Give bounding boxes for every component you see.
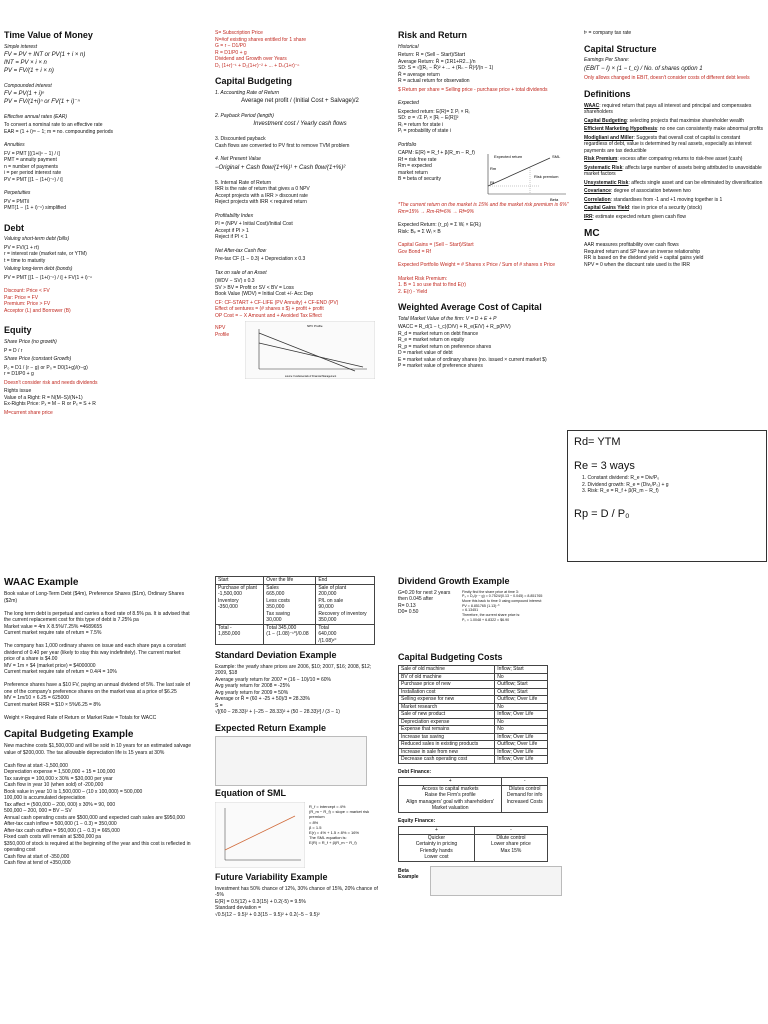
- eps-note: Only allows changed in EBIT, doesn't consider costs of different debt levels: [584, 75, 750, 82]
- definition-item: Systematic Risk: affects large number of assets being attributed to unavoidable market factors: [584, 164, 762, 178]
- sml-rm-label: Rm: [490, 166, 497, 172]
- historical-text: Return: R = (Sell − Start)/Start Average Return: R̄ = (ΣR1+R2...)/n SD: S = √[(R₁ − R̄)² + ... + (Rₙ − R̄)²]/(n − 1) R̄ = average return R = actual return for observation: [398, 52, 494, 85]
- cb-costs-row: [399, 756, 548, 764]
- debt-cons: Dilutes control Demand for info Increased Costs: [502, 785, 548, 812]
- definition-term: IRR: [584, 213, 593, 220]
- sml-diagram: [480, 150, 570, 202]
- cb-cost-item: Increase tax saving: [399, 733, 495, 741]
- definition-item: Capital Budgeting: selecting projects that maximise shareholder wealth: [584, 117, 745, 124]
- definition-text: estimate expected return given cash flow: [595, 213, 687, 220]
- eps-formula: (EBIT − I) × (1 − t_c) / No. of shares option 1: [584, 65, 703, 72]
- cb-item-2: 2. Payback Period (length): [215, 112, 274, 119]
- fv-example-title: Future Variability Example: [215, 872, 328, 883]
- valuing-short-label: Valuing short-term debt (bills): [4, 236, 70, 243]
- portfolio-weight-note: Expected Portfolio Weight = # Shares x Price / Sum of # shares x Price: [398, 262, 556, 269]
- definition-term: WAAC: [584, 102, 600, 109]
- debt-finance-table: [398, 777, 548, 813]
- cb-costs-title: Capital Budgeting Costs: [398, 651, 503, 662]
- sd-example-text: Example: the yearly share prices are 2006, $10; 2007, $16; 2008, $12; 2009, $18 Average yearly return for 2007 = (16 − 10)/10 = 60% Avg yearly return for 2008 = -25% Avg yearly return for 2009 = 50% Average or R̄ = (60 + -25 + 50)/3 = 28.33% S = √[(60 − 28.33)² + (−25 − 28.33)² + (50 − 28.33)²] / (3 − 1): [215, 663, 372, 716]
- sml-risk-premium-label: Risk premium: [534, 174, 559, 180]
- cash-flow-life-cell: Sales 665,000 Less costs 350,000 Tax saving 30,000: [264, 584, 316, 624]
- definition-item: Unsystematic Risk: affects single asset and can be eliminated by diversification: [584, 179, 763, 186]
- cb-cost-treatment: No: [495, 673, 548, 681]
- equity-risk-note: Doesn't consider risk and needs dividends: [4, 379, 98, 386]
- equity-finance-title: Equity Finance:: [398, 817, 436, 824]
- re-text: Re = 3 ways: [574, 460, 635, 472]
- cb-item-5: 5. Internal Rate of Return IRR is the rate of return that gives a 0 NPV Accept projects with a IRR > discount rate Reject projects with IRR < required return: [215, 179, 310, 206]
- cb-cost-item: Selling expense for new: [399, 696, 495, 704]
- cb-costs-row: [399, 681, 548, 689]
- er-example-title: Expected Return Example: [215, 722, 327, 733]
- cb-costs-row: [399, 703, 548, 711]
- tos-label: Tax on sale of an Asset: [215, 269, 267, 276]
- definition-term: Modigliani and Miller: [584, 134, 634, 141]
- sml-beta-label: Beta: [550, 197, 559, 203]
- definition-term: Efficient Marketing Hypothesis: [584, 126, 658, 133]
- cb-cost-treatment: No: [495, 703, 548, 711]
- cb-cost-item: Depreciation expense: [399, 718, 495, 726]
- definition-item: Covariance: degree of association between two: [584, 188, 691, 195]
- cb-item-4: 4. Net Present Value: [215, 156, 261, 163]
- definition-item: Capital Gains Yield: rise in price of a security (stock): [584, 205, 703, 212]
- share-price-ng-text: P = D / r: [4, 347, 23, 354]
- npv-profile-chart: [245, 321, 375, 379]
- cb-cost-treatment: Inflow; Over Life: [495, 711, 548, 719]
- examples-column: [215, 576, 383, 1024]
- definition-term: Risk Premium: [584, 156, 618, 163]
- cb-cost-item: Installation cost: [399, 688, 495, 696]
- capital-gains-note: Capital Gains = (Sell − Start)/Start Gov Bond = Rf: [398, 242, 474, 255]
- equity-plus-header: +: [399, 827, 475, 835]
- sml-line-label: SML: [552, 154, 561, 160]
- annuities-label: Annuities: [4, 142, 25, 149]
- ear-text: To convert a nominal rate to an effective rate EAR = (1 + i)ᵐ − 1; m = no. compounding periods: [4, 122, 114, 135]
- sml-expected-label: Expected return: [494, 154, 523, 160]
- cb-cost-item: Reduced sales in existing products: [399, 741, 495, 749]
- tos-red-notes: CF: CF-START + CF-LIFE (PV Annuity) + CF-END (PV) Effect of sentures = (# shares x $) + profit + profit OP Cost = − X Amount and + Avoided Tax Effect: [215, 299, 339, 319]
- cb-cost-treatment: No: [495, 718, 548, 726]
- equity-finance-table: [398, 826, 548, 862]
- er-example-image: [215, 736, 367, 786]
- wacc-example-title: WAAC Example: [4, 577, 79, 588]
- dollar-return-note: $ Return per share = Selling price - purchase price + total dividends: [398, 86, 548, 93]
- fv-example-text: Investment has 50% chance of 12%, 30% chance of 15%, 20% chance of -5% E(R) = 0.5(12) + 0.3(15) + 0.2(-5) = 9.5% Standard deviation = √0.5(12 − 9.5)² + 0.3(15 − 9.5)² + 0.2(−5 − 9.5)²: [215, 885, 378, 918]
- definition-term: Covariance: [584, 188, 611, 195]
- capital-budgeting-column: [215, 30, 385, 560]
- cb-cost-treatment: Outflow; Start: [495, 681, 548, 689]
- natcf-text: Pre-tax CF (1 − 0.3) + Depreciation x 0.3: [215, 256, 306, 263]
- dg-example-work: Firstly find the share price at time 3: P₃ = D₄/(r − g) = 0.7524/(0.13 − 0.045) = 8.851765 Move this back to time 0 using compound interest: PV = 8.851765 (1.13)⁻³ = 6.13451 Therefore, the current share price is: P₀ = 1.0048 + 6.8322 = $6.90: [462, 589, 543, 622]
- beta-example-image: [430, 866, 562, 896]
- cb-cost-treatment: Outflow; Start: [495, 688, 548, 696]
- valuing-short-text: PV = FV/(1 + rt) r = interest rate (market rate, or YTM) t = time to maturity: [4, 244, 87, 264]
- cb-cost-item: Sale of old machine: [399, 666, 495, 674]
- definition-item: IRR: estimate expected return given cash flow: [584, 213, 687, 220]
- definitions-title: Definitions: [584, 88, 631, 99]
- cb-cost-treatment: Inflow; Start: [495, 666, 548, 674]
- npv-chart-source: source: Fundamentals of Financial Management: [285, 375, 337, 379]
- definition-text: required return that pays all interest and principal and compensates shareholders: [584, 102, 752, 116]
- cb-cost-treatment: Outflow; Over Life: [495, 741, 548, 749]
- definition-text: degree of association between two: [613, 188, 691, 195]
- equity-cons: Dilute control Lower share price Max 15%: [474, 834, 547, 861]
- equity-minus-header: -: [474, 827, 547, 835]
- tax-rate-line: tᶜ = company tax rate: [584, 30, 632, 36]
- cash-flow-header-life: Over the life: [264, 577, 316, 585]
- portfolio-label: Portfolio: [398, 141, 417, 148]
- cb-cost-item: BV of old machine: [399, 673, 495, 681]
- equity-title: Equity: [4, 325, 32, 336]
- risk-return-title: Risk and Return: [398, 30, 468, 40]
- debt-plus-header: +: [399, 778, 502, 786]
- cb-costs-row: [399, 666, 548, 674]
- definitions-list: [584, 103, 764, 221]
- definition-term: Unsystematic Risk: [584, 179, 629, 186]
- cb-item-2-formula: Investment cost / Yearly cash flows: [253, 121, 347, 128]
- cb-costs-row: [399, 688, 548, 696]
- cb-cost-item: Increase in sale from new: [399, 748, 495, 756]
- cb-costs-row: [399, 673, 548, 681]
- wacc-subtitle: Total Market Value of the firm: V = D + E + P: [398, 315, 497, 322]
- compound-interest-formulas: FV = PV(1 + i)ⁿ PV = FV/(1+i)ⁿ or FV(1 + i)⁻ⁿ: [4, 91, 80, 105]
- simple-interest-label: Simple interest: [4, 43, 38, 50]
- rd-box: [567, 430, 767, 562]
- wacc-example-text: Book value of Long-Term Debt ($4m), Preference Shares ($1m), Ordinary Shares ($2m) The long term debt is perpetual and carries a fixed rate of 8.5% pa. It is advised that the current replacement cost for this type of debt is 7.25% pa Market value = 4m X 8.5%/7.25% =4689655 Current market require rate of return = 7.5% The company has 1,000 ordinary shares on issue and each share pays a constant dividend of 0.40 per year (likely to stay this way indefinitely). The current market price of a share is $4.00 MV = 1m × $4 (market price) = $4000000 Current market require rate of return = 0.4/4 = 10% Preference shares have a $10 FV, paying an annual dividend of 5%. The last sale of one of the company's preference shares on the market was at a price of $6.25 MV = 1m/10 × 6.25 = 625000 Current market RRR = $10 × 5%/6.25 = 8% Weight × Required Rate of Return or Market Rate = Totals for WACC: [4, 591, 190, 721]
- sml-equation-chart: [215, 802, 305, 868]
- cb-cost-treatment: Inflow; Over Life: [495, 748, 548, 756]
- capital-structure-title: Capital Structure: [584, 43, 657, 54]
- sml-equation-notes: R_f = intercept = 4% (R_m − R_f) = slope = market risk premium = 8% β = 1.5 E(r) = 4% + 1.5 × 8% = 16% The SML equation is: E(R) = R_f + β(R_m − R_f): [309, 804, 370, 846]
- dg-example-text: G=0.20 for next 2 years then 0.045 after R= 0.13 D0= 0.50: [398, 589, 451, 616]
- debt-finance-title: Debt Finance:: [398, 768, 432, 775]
- mc-title: MC: [584, 228, 600, 240]
- historical-label: Historical: [398, 43, 419, 50]
- share-price-cg-label: Share Price (constant Growth): [4, 356, 72, 363]
- tos-text: (WDV − SV) x 0.3 SV > BV = Profit or SV < BV = Loss Book Value (WDV) = Initial Cost +/- Acc Dep: [215, 278, 314, 298]
- cb-costs-row: [399, 718, 548, 726]
- definition-term: Capital Budgeting: [584, 117, 627, 124]
- rp-text: Rp = D / P₀: [574, 508, 630, 520]
- definition-text: affects single asset and can be eliminated by diversification: [631, 179, 763, 186]
- simple-interest-formulas: FV = PV + INT or PV(1 + i × n) INT = PV × i × n PV = FV/(1 + i × n): [4, 52, 86, 74]
- compound-interest-label: Compounded interest: [4, 82, 52, 89]
- cash-flow-start-cell: Purchase of plant -1,500,000 Inventory -350,000: [216, 584, 264, 624]
- market-return-note: *The current return on the market is 15% and the market risk premium is 6%" Rm=15% → Rm-Rf=6% → Rf=9%: [398, 202, 569, 215]
- definition-text: standardises from -1 and +1 moving together is 1: [613, 196, 723, 203]
- cb-cost-treatment: Outflow; Over Life: [495, 696, 548, 704]
- cb-costs-row: [399, 711, 548, 719]
- portfolio-return-text: Expected Return: (r_p) = Σ Wᵢ × E(Rᵢ) Risk: Bₚ = Σ Wᵢ × B: [398, 222, 482, 235]
- cb-costs-row: [399, 741, 548, 749]
- definition-text: rise in price of a security (stock): [631, 205, 703, 212]
- cash-flow-start-total: Total - 1,850,000: [216, 624, 264, 645]
- cb-item-1-formula: Average net profit / (Initial Cost + Salvage)/2: [241, 98, 359, 105]
- sml-rf-label: Rf: [490, 180, 494, 186]
- capital-structure-column: [584, 30, 764, 430]
- definition-text: excess after comparing returns to risk-free asset (cash): [620, 156, 743, 163]
- definition-text: no one can consistently make abnormal profits: [659, 126, 763, 133]
- cb-cost-item: Sale of new product: [399, 711, 495, 719]
- definition-term: Correlation: [584, 196, 611, 203]
- dg-example-title: Dividend Growth Example: [398, 576, 510, 586]
- cb-cost-treatment: Inflow; Over Life: [495, 756, 548, 764]
- pi-text: PI = (NPV + Initial Cost)/Initial Cost Accept if PI > 1 Reject if PI < 1: [215, 221, 293, 241]
- definition-term: Capital Gains Yield: [584, 205, 630, 212]
- cb-cost-treatment: Inflow; Over Life: [495, 733, 548, 741]
- cash-flow-header-end: End: [316, 577, 375, 585]
- rights-text: Rights issue Value of a Right: R = N(M−S)/(N+1) Ex-Rights Price: Pₓ = M − R or Pₓ = S + R: [4, 388, 96, 408]
- cash-flow-table: [215, 576, 375, 645]
- definition-item: Efficient Marketing Hypothesis: no one can consistently make abnormal profits: [584, 126, 763, 133]
- npv-chart-caption: NPV Profile: [307, 324, 323, 329]
- cb-item-1: 1. Accounting Rate of Return: [215, 89, 280, 96]
- valuing-long-label: Valuing long-term debt (bonds): [4, 266, 73, 273]
- cash-flow-end-total: Total 640,000 /(1.08)¹⁰: [316, 624, 375, 645]
- wacc-example-column: [4, 576, 192, 1024]
- debt-title: Debt: [4, 222, 24, 233]
- expected-text: Expected return: E(R)= Σ Pᵢ × Rᵢ SD: σ = √Σ Pᵢ × [Rᵢ − E(R)]² Rᵢ = return for state i Pᵢ = probability of state i: [398, 108, 470, 135]
- wacc-title: Weighted Average Cost of Capital: [398, 302, 542, 313]
- subscription-notes: S= Subscription Price N=#of existing shares entitled for 1 share G = r − D1/P0 R = D1/P0 + g Dividend and Growth over Years D₁ (1+r)⁻¹ + D₂(1+r)⁻² + ... + Dₙ(1+r)⁻ⁿ: [215, 30, 307, 69]
- share-price-cg-text: P₀ = D1 / (r − g) or P₀ = D0(1+g)/(r−g) r = D1/P0 + g: [4, 364, 88, 378]
- definition-text: affects large number of assets being attributed to unavoidable market factors: [584, 164, 762, 178]
- cash-flow-header-start: Start: [216, 577, 264, 585]
- cb-cost-treatment: No: [495, 726, 548, 734]
- wacc-text: WACC = R_d(1 − t_c)(D/V) + R_e(E/V) + R_p(P/V) R_d = market return on debt finance R_e = market return on equity R_p = market return on preference shares D = market value of debt E = market value of ordinary shares (no. issued × current market $) P = market value of preference shares: [398, 324, 547, 370]
- ear-label: Effective annual rates (EAR): [4, 113, 68, 120]
- expected-label: Expected: [398, 100, 419, 107]
- valuing-long-text: PV = PMT [(1 − (1+i)⁻ⁿ) / i] + FV(1 + i)⁻ⁿ: [4, 274, 93, 281]
- cash-flow-end-cell: Sale of plant 200,000 P/L on sale 90,000 Recovery of inventory 350,000: [316, 584, 375, 624]
- definition-text: selecting projects that maximise shareholder wealth: [629, 117, 745, 124]
- equity-pros: Quicker Certainty in pricing Friendly hands Lower cost: [399, 834, 475, 861]
- definition-text: Suggests that overall cost of capital is constant regardless of debt, value is determined by real assets, especially as interest payments are tax deductible: [584, 134, 752, 154]
- cb-costs-row: [399, 726, 548, 734]
- cb-example-title: Capital Budgeting Example: [4, 729, 134, 740]
- cash-flow-life-total: Total 345,000 (1 − (1.08)⁻¹⁰)/0.08: [264, 624, 316, 645]
- tvm-column: [4, 30, 184, 560]
- re-list: 1. Constant dividend: R_e = Div/P₀ 2. Dividend growth: R_e = (Div₁/P₀) + g 3. Risk: R_e = R_f + β(R_m − R_f): [582, 475, 669, 494]
- market-risk-premium-note: Market Risk Premium: 1. B = 1 so use that to find E(r) 2. E(r) - Yield: [398, 275, 466, 295]
- eps-label: Earnings Per Share:: [584, 57, 630, 64]
- cb-cost-item: Decrease cash operating cost: [399, 756, 495, 764]
- sd-example-title: Standard Deviation Example: [215, 650, 337, 660]
- cb-item-3: 3. Discounted payback Cash flows are converted to PV first to remove TVM problem: [215, 136, 350, 149]
- debt-pros: Access to capital markets Raise the Firm's profile Align managers' goal with shareholders' Market valuation: [399, 785, 502, 812]
- definition-term: Systematic Risk: [584, 164, 623, 171]
- mc-text: AAR measures profitability over cash flows Required return and SP have an inverse relationship RR is based on the dividend yield + capital gains yield NPV = 0 when the discount rate used is the IRR: [584, 242, 704, 268]
- sml-equation-title: Equation of SML: [215, 788, 286, 799]
- dividend-column: [398, 576, 576, 1024]
- annuities-text: FV = PMT [((1+i)ⁿ − 1) / i] PMT = annuity payment n = number of payments i = per period interest rate PV = PMT [(1 − (1+i)⁻ⁿ) / i]: [4, 150, 63, 183]
- perpetuities-label: Perpetuities: [4, 190, 31, 197]
- debt-minus-header: -: [502, 778, 548, 786]
- tvm-title: Time Value of Money: [4, 30, 93, 40]
- natcf-label: Net After-tax Cash flow: [215, 247, 267, 254]
- risk-return-column: [398, 30, 573, 560]
- cb-item-4-formula: −Original + Cash flow/(1+%)¹ + Cash flow/(1+%)²: [215, 164, 346, 171]
- perpetuities-text: PV = PMT/i PMT(1 − (1 + i)⁻ⁿ) simplified: [4, 198, 66, 212]
- npv-profile-label: NPV Profile: [215, 325, 230, 338]
- cb-costs-row: [399, 748, 548, 756]
- cb-cost-item: Expense that remains: [399, 726, 495, 734]
- cb-costs-table: [398, 665, 548, 764]
- rd-text: Rd= YTM: [574, 436, 621, 448]
- cb-costs-row: [399, 733, 548, 741]
- definition-item: WAAC: required return that pays all interest and principal and compensates shareholders: [584, 102, 752, 116]
- beta-example-label: Beta Example: [398, 867, 419, 881]
- cb-cost-item: Market research: [399, 703, 495, 711]
- portfolio-text: CAPM: E(R) = R_f + β(R_m − R_f) Rf = risk free rate Rm = expected market return B = beta of security: [398, 150, 475, 183]
- debt-price-notes: Discount: Price < FV Par: Price = FV Premium: Price > FV Acceptor (L) and Borrower (B): [4, 288, 71, 314]
- cb-cost-item: Purchase price of new: [399, 681, 495, 689]
- definition-item: Risk Premium: excess after comparing returns to risk-free asset (cash): [584, 156, 743, 163]
- cb-costs-row: [399, 696, 548, 704]
- capital-budgeting-title: Capital Budgeting: [215, 76, 292, 86]
- definition-item: Modigliani and Miller: Suggests that overall cost of capital is constant regardless of debt, value is determined by real assets, especially as interest payments are tax deductible: [584, 134, 752, 154]
- definition-item: Correlation: standardises from -1 and +1 moving together is 1: [584, 196, 723, 203]
- share-price-ng-label: Share Price (no growth): [4, 339, 57, 346]
- pi-label: Profitability Index: [215, 212, 254, 219]
- cb-example-text: New machine costs $1,500,000 and will be sold in 10 years for an estimated salvage value of $200,000. The tax allowable depreciation life is 15 years at 30% Cash flow at start -1,500,000 Depreciation expense = 1,500,000 ÷ 15 = 100,000 Tax savings = 100,000 x 30% = $30,000 per year Cash flow in year 10 (when sold) of -200,000 Book value in year 10 is 1,500,000 – (10 x 100,000) = 500,000 100,000 is accumulated depreciation Tax affect = (500,000 – 200, 000) x 30% = 90, 000 500,000 – 200, 000 = BV – SV Annual cash operating costs are $500,000 and expected cash sales are $950,000 After-tax cash inflow = 500,000 (1 − 0.3) = 350,000 After-tax cash outflow = 950,000 (1 − 0.3) = 665,000 Fixed cash costs will remain at $350,000 pa $350,000 of stock is required at the beginning of the year and this cost is reflected in operating cost Cash flow at start of -350,000 Cash flow at tend of +350,000: [4, 743, 192, 866]
- current-share-price-note: M=current share price: [4, 409, 53, 416]
